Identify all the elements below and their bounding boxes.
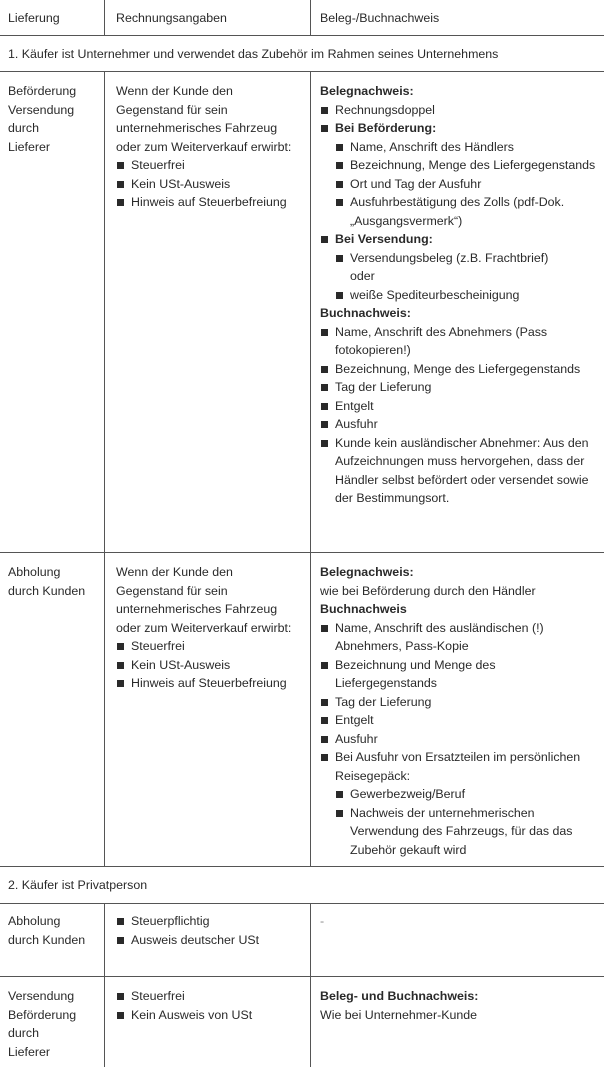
- rechnung-list: [116, 156, 302, 212]
- list-item: Ausfuhr: [320, 415, 600, 434]
- belegnachweis-title: Belegnachweis:: [320, 565, 414, 579]
- s2r1-lieferung: Abholung durch Kunden: [8, 914, 86, 947]
- list-item: Bei Versendung: Versendungsbeleg (z.B. Frachtbrief) oder weiße Spediteurbescheinigung: [320, 230, 600, 304]
- list-item: Kein Ausweis von USt: [116, 1006, 302, 1025]
- rule: [0, 976, 604, 977]
- section1-title: 1. Käufer ist Unternehmer und verwendet das Zubehör im Rahmen seines Unternehmens: [8, 47, 499, 61]
- list-item: Rechnungsdoppel: [320, 101, 600, 120]
- list-item: Versendungsbeleg (z.B. Frachtbrief) oder: [335, 249, 600, 286]
- list-item: Kein USt-Ausweis: [116, 175, 302, 194]
- s2r2-beleg-buchnachweis: [320, 987, 600, 1024]
- list-item: Ort und Tag der Ausfuhr: [335, 175, 600, 194]
- rule: [0, 35, 604, 36]
- buchnachweis-title: Buchnachweis: [320, 602, 407, 616]
- buchnachweis-title: Buchnachweis:: [320, 306, 411, 320]
- s1r1-rechnungsangaben: [116, 82, 302, 212]
- s2r2-lieferung: Versendung Beförderung durch Lieferer: [8, 989, 77, 1059]
- rule: [0, 71, 604, 72]
- col-divider: [310, 71, 311, 866]
- s2r2-rechnungsangaben: [116, 987, 302, 1024]
- s1r2-lieferung: Abholung durch Kunden: [8, 565, 86, 598]
- list-item: Nachweis der unternehmerischen Verwendung des Fahrzeugs, für das das Zubehör gekauft wird: [335, 804, 600, 860]
- list-item: Entgelt: [320, 711, 600, 730]
- list-item: Bezeichnung und Menge des Liefergegenstands: [320, 656, 600, 693]
- col-divider: [104, 903, 105, 1067]
- s1r1-lieferung: Beförderung Versendung durch Lieferer: [8, 84, 77, 154]
- list-item: Steuerfrei: [116, 637, 302, 656]
- list-item: Hinweis auf Steuerbefreiung: [116, 674, 302, 693]
- list-item: Gewerbezweig/Beruf: [335, 785, 600, 804]
- header-lieferung: Lieferung: [8, 11, 60, 25]
- rule: [0, 552, 604, 553]
- col-divider: [310, 903, 311, 1067]
- list-item: Ausweis deutscher USt: [116, 931, 302, 950]
- rechnung-intro: Wenn der Kunde den Gegenstand für sein unternehmerisches Fahrzeug oder zum Weiterverkauf erwirbt:: [116, 565, 292, 635]
- list-item: Tag der Lieferung: [320, 378, 600, 397]
- list-item: Hinweis auf Steuerbefreiung: [116, 193, 302, 212]
- header-rechnungsangaben: Rechnungsangaben: [116, 11, 227, 25]
- list-item: Name, Anschrift des Abnehmers (Pass fotokopieren!): [320, 323, 600, 360]
- col-divider: [310, 0, 311, 35]
- list-item: Ausfuhr: [320, 730, 600, 749]
- list-item: Bezeichnung, Menge des Liefergegenstands: [335, 156, 600, 175]
- s2r1-rechnungsangaben: [116, 912, 302, 949]
- list-item: Bei Ausfuhr von Ersatzteilen im persönlichen Reisegepäck: Gewerbezweig/Beruf Nachweis der unternehmerischen Verwendung des Fahrzeugs, für das das Zubehör gekauft wird: [320, 748, 600, 859]
- beleg-text: wie bei Beförderung durch den Händler: [320, 583, 536, 598]
- s1r2-rechnungsangaben: [116, 563, 302, 693]
- rule: [0, 903, 604, 904]
- rechnung-list: [116, 637, 302, 693]
- beleg-buch-title: Beleg- und Buchnachweis:: [320, 989, 479, 1003]
- list-item: Steuerpflichtig: [116, 912, 302, 931]
- rule: [0, 866, 604, 867]
- list-item: weiße Spediteurbescheinigung: [335, 286, 600, 305]
- s2r1-beleg-buchnachweis: -: [320, 914, 325, 928]
- s1r2-beleg-buchnachweis: [320, 563, 600, 859]
- list-item: Ausfuhrbestätigung des Zolls (pdf-Dok. „Ausgangsvermerk“): [335, 193, 600, 230]
- header-beleg-buchnachweis: Beleg-/Buchnachweis: [320, 11, 440, 25]
- list-item: Bei Beförderung: Name, Anschrift des Händlers Bezeichnung, Menge des Liefergegenstands Ort und Tag der Ausfuhr Ausfuhrbestätigung des Zolls (pdf-Dok. „Ausgangsvermerk“): [320, 119, 600, 230]
- list-item: Bezeichnung, Menge des Liefergegenstands: [320, 360, 600, 379]
- list-item: Steuerfrei: [116, 156, 302, 175]
- section2-title: 2. Käufer ist Privatperson: [8, 878, 148, 892]
- list-item: Tag der Lieferung: [320, 693, 600, 712]
- col-divider: [104, 71, 105, 866]
- list-item: Name, Anschrift des ausländischen (!) Abnehmers, Pass-Kopie: [320, 619, 600, 656]
- list-item: Name, Anschrift des Händlers: [335, 138, 600, 157]
- col-divider: [104, 0, 105, 35]
- belegnachweis-title: Belegnachweis:: [320, 84, 414, 98]
- beleg-text: Wie bei Unternehmer-Kunde: [320, 1007, 478, 1022]
- list-item: Steuerfrei: [116, 987, 302, 1006]
- list-item: Entgelt: [320, 397, 600, 416]
- s1r1-beleg-buchnachweis: [320, 82, 600, 508]
- list-item: Kein USt-Ausweis: [116, 656, 302, 675]
- rechnung-intro: Wenn der Kunde den Gegenstand für sein unternehmerisches Fahrzeug oder zum Weiterverkauf erwirbt:: [116, 84, 292, 154]
- list-item: Kunde kein ausländischer Abnehmer: Aus den Aufzeichnungen muss hervorgehen, dass der Händler selbst befördert oder versendet sowie der Bestimmungsort.: [320, 434, 600, 508]
